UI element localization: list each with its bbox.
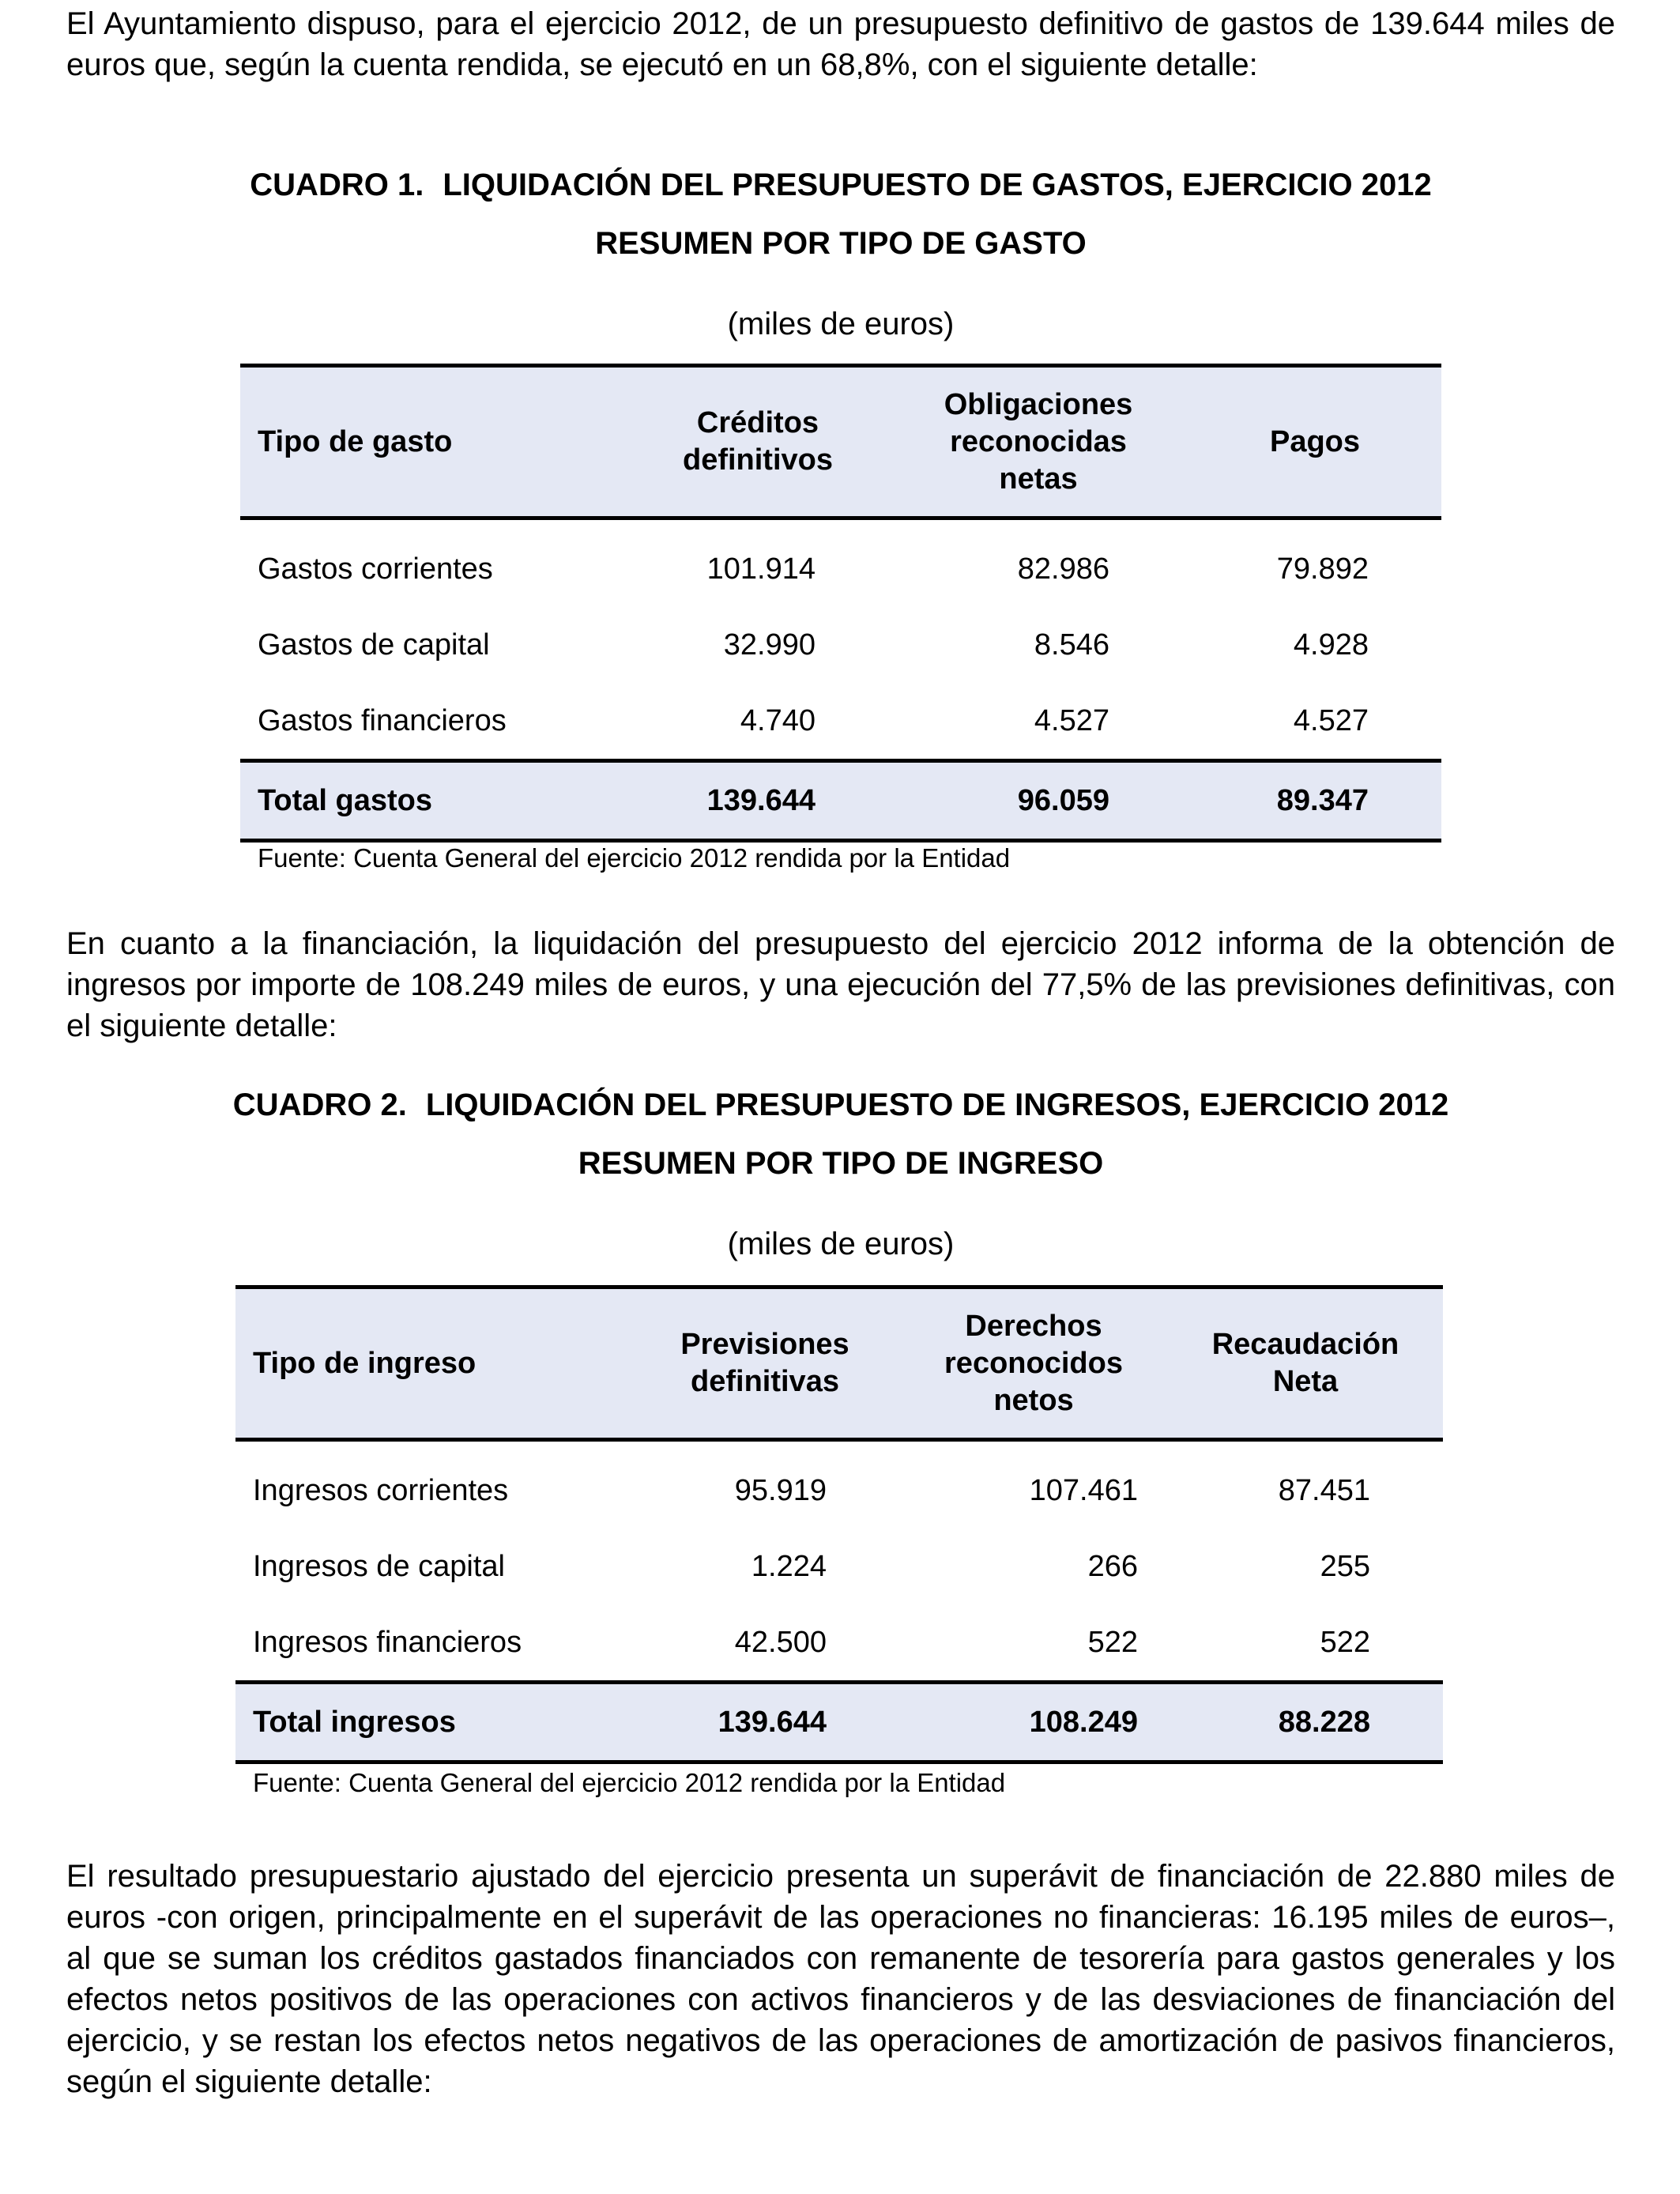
table-row bbox=[235, 1529, 1443, 1604]
row-label: Ingresos de capital bbox=[253, 1549, 505, 1583]
header-creditos-definitivos bbox=[627, 366, 888, 518]
revenue-table bbox=[235, 1285, 1443, 1764]
table1-title: LIQUIDACIÓN DEL PRESUPUESTO DE GASTOS, EJERCICIO 2012 bbox=[443, 168, 1432, 202]
total-value: 139.644 bbox=[627, 761, 888, 841]
row-label: Ingresos corrientes bbox=[253, 1473, 509, 1507]
header-pagos: Pagos bbox=[1188, 366, 1441, 518]
result-paragraph: El resultado presupuestario ajustado del ejercicio presenta un superávit de financiación de 22.880 miles de euros -con origen, principalmente en el superávit de las operaciones no financieras: 16.195 miles de euros–, al que se suman los créditos gastados financiados con remanente de tesorería para gastos generales y los efectos netos positivos de las operaciones con activos financieros y de las desviaciones de financiación del ejercicio, y se restan los efectos netos negativos de las operaciones de amortización de pasivos financieros, según el siguiente detalle: bbox=[66, 1859, 1615, 2099]
cell-value: 4.740 bbox=[740, 703, 816, 737]
cell-value: 266 bbox=[1087, 1549, 1138, 1583]
header-tipo-gasto: Tipo de gasto bbox=[240, 366, 627, 518]
table2-title: LIQUIDACIÓN DEL PRESUPUESTO DE INGRESOS, EJERCICIO 2012 bbox=[425, 1088, 1449, 1122]
table1-subtitle: RESUMEN POR TIPO DE GASTO bbox=[595, 226, 1087, 261]
cell-value: 79.892 bbox=[1276, 552, 1369, 586]
cell-value: 522 bbox=[1320, 1625, 1370, 1659]
total-label: Total gastos bbox=[240, 761, 627, 841]
expenses-table bbox=[240, 364, 1441, 843]
total-value: 89.347 bbox=[1188, 761, 1441, 841]
cell-value: 1.224 bbox=[751, 1549, 827, 1583]
header-label: Créditos definitivos bbox=[682, 406, 834, 477]
table1-caption bbox=[66, 164, 1615, 205]
total-value: 96.059 bbox=[888, 761, 1188, 841]
table-row bbox=[240, 607, 1441, 683]
cell-value: 255 bbox=[1320, 1549, 1370, 1583]
cell-value: 4.928 bbox=[1293, 628, 1369, 662]
total-row bbox=[240, 761, 1441, 841]
cell-value: 107.461 bbox=[1029, 1473, 1138, 1507]
cell-value: 82.986 bbox=[1017, 552, 1109, 586]
table1-number: CUADRO 1. bbox=[250, 168, 424, 202]
cell-value: 87.451 bbox=[1278, 1473, 1370, 1507]
cell-value: 522 bbox=[1087, 1625, 1138, 1659]
row-label: Ingresos financieros bbox=[253, 1625, 522, 1659]
table-row bbox=[240, 518, 1441, 608]
row-label: Gastos financieros bbox=[258, 703, 507, 737]
cell-value: 4.527 bbox=[1293, 703, 1369, 737]
table-header-row bbox=[240, 366, 1441, 518]
cell-value: 32.990 bbox=[723, 628, 816, 662]
row-label: Gastos de capital bbox=[258, 628, 490, 662]
header-label: Derechos reconocidos netos bbox=[944, 1309, 1123, 1417]
header-tipo-ingreso: Tipo de ingreso bbox=[235, 1287, 631, 1440]
header-obligaciones bbox=[888, 366, 1188, 518]
table2-subtitle: RESUMEN POR TIPO DE INGRESO bbox=[578, 1146, 1104, 1181]
header-label: Obligaciones reconocidas netas bbox=[944, 387, 1133, 496]
cell-value: 95.919 bbox=[734, 1473, 827, 1507]
table2-caption bbox=[66, 1084, 1615, 1125]
header-recaudacion bbox=[1168, 1287, 1443, 1440]
table2-source: Fuente: Cuenta General del ejercicio 2012 rendida por la Entidad bbox=[253, 1768, 1006, 1797]
header-derechos bbox=[899, 1287, 1168, 1440]
cell-value: 42.500 bbox=[734, 1625, 827, 1659]
total-value: 108.249 bbox=[899, 1683, 1168, 1762]
header-label: Recaudación Neta bbox=[1211, 1328, 1399, 1398]
table1-source: Fuente: Cuenta General del ejercicio 2012 rendida por la Entidad bbox=[258, 843, 1011, 873]
table2-units: (miles de euros) bbox=[727, 1227, 955, 1261]
table-row bbox=[235, 1604, 1443, 1683]
table1-units: (miles de euros) bbox=[727, 307, 955, 341]
total-value: 139.644 bbox=[631, 1683, 899, 1762]
total-label: Total ingresos bbox=[235, 1683, 631, 1762]
table-header-row bbox=[235, 1287, 1443, 1440]
header-label: Previsiones definitivas bbox=[680, 1328, 849, 1398]
row-label: Gastos corrientes bbox=[258, 552, 493, 586]
intro-paragraph: El Ayuntamiento dispuso, para el ejercicio 2012, de un presupuesto definitivo de gastos de 139.644 miles de euros que, según la cuenta rendida, se ejecutó en un 68,8%, con el siguiente detalle: bbox=[66, 6, 1615, 82]
cell-value: 8.546 bbox=[1034, 628, 1109, 662]
cell-value: 4.527 bbox=[1034, 703, 1109, 737]
total-value: 88.228 bbox=[1168, 1683, 1443, 1762]
table2-number: CUADRO 2. bbox=[232, 1088, 407, 1122]
table-row bbox=[235, 1440, 1443, 1529]
total-row bbox=[235, 1683, 1443, 1762]
header-previsiones bbox=[631, 1287, 899, 1440]
table-row bbox=[240, 683, 1441, 761]
financing-paragraph: En cuanto a la financiación, la liquidación del presupuesto del ejercicio 2012 informa de la obtención de ingresos por importe de 108.249 miles de euros, y una ejecución del 77,5% de las previsiones definitivas, con el siguiente detalle: bbox=[66, 926, 1615, 1043]
cell-value: 101.914 bbox=[706, 552, 816, 586]
